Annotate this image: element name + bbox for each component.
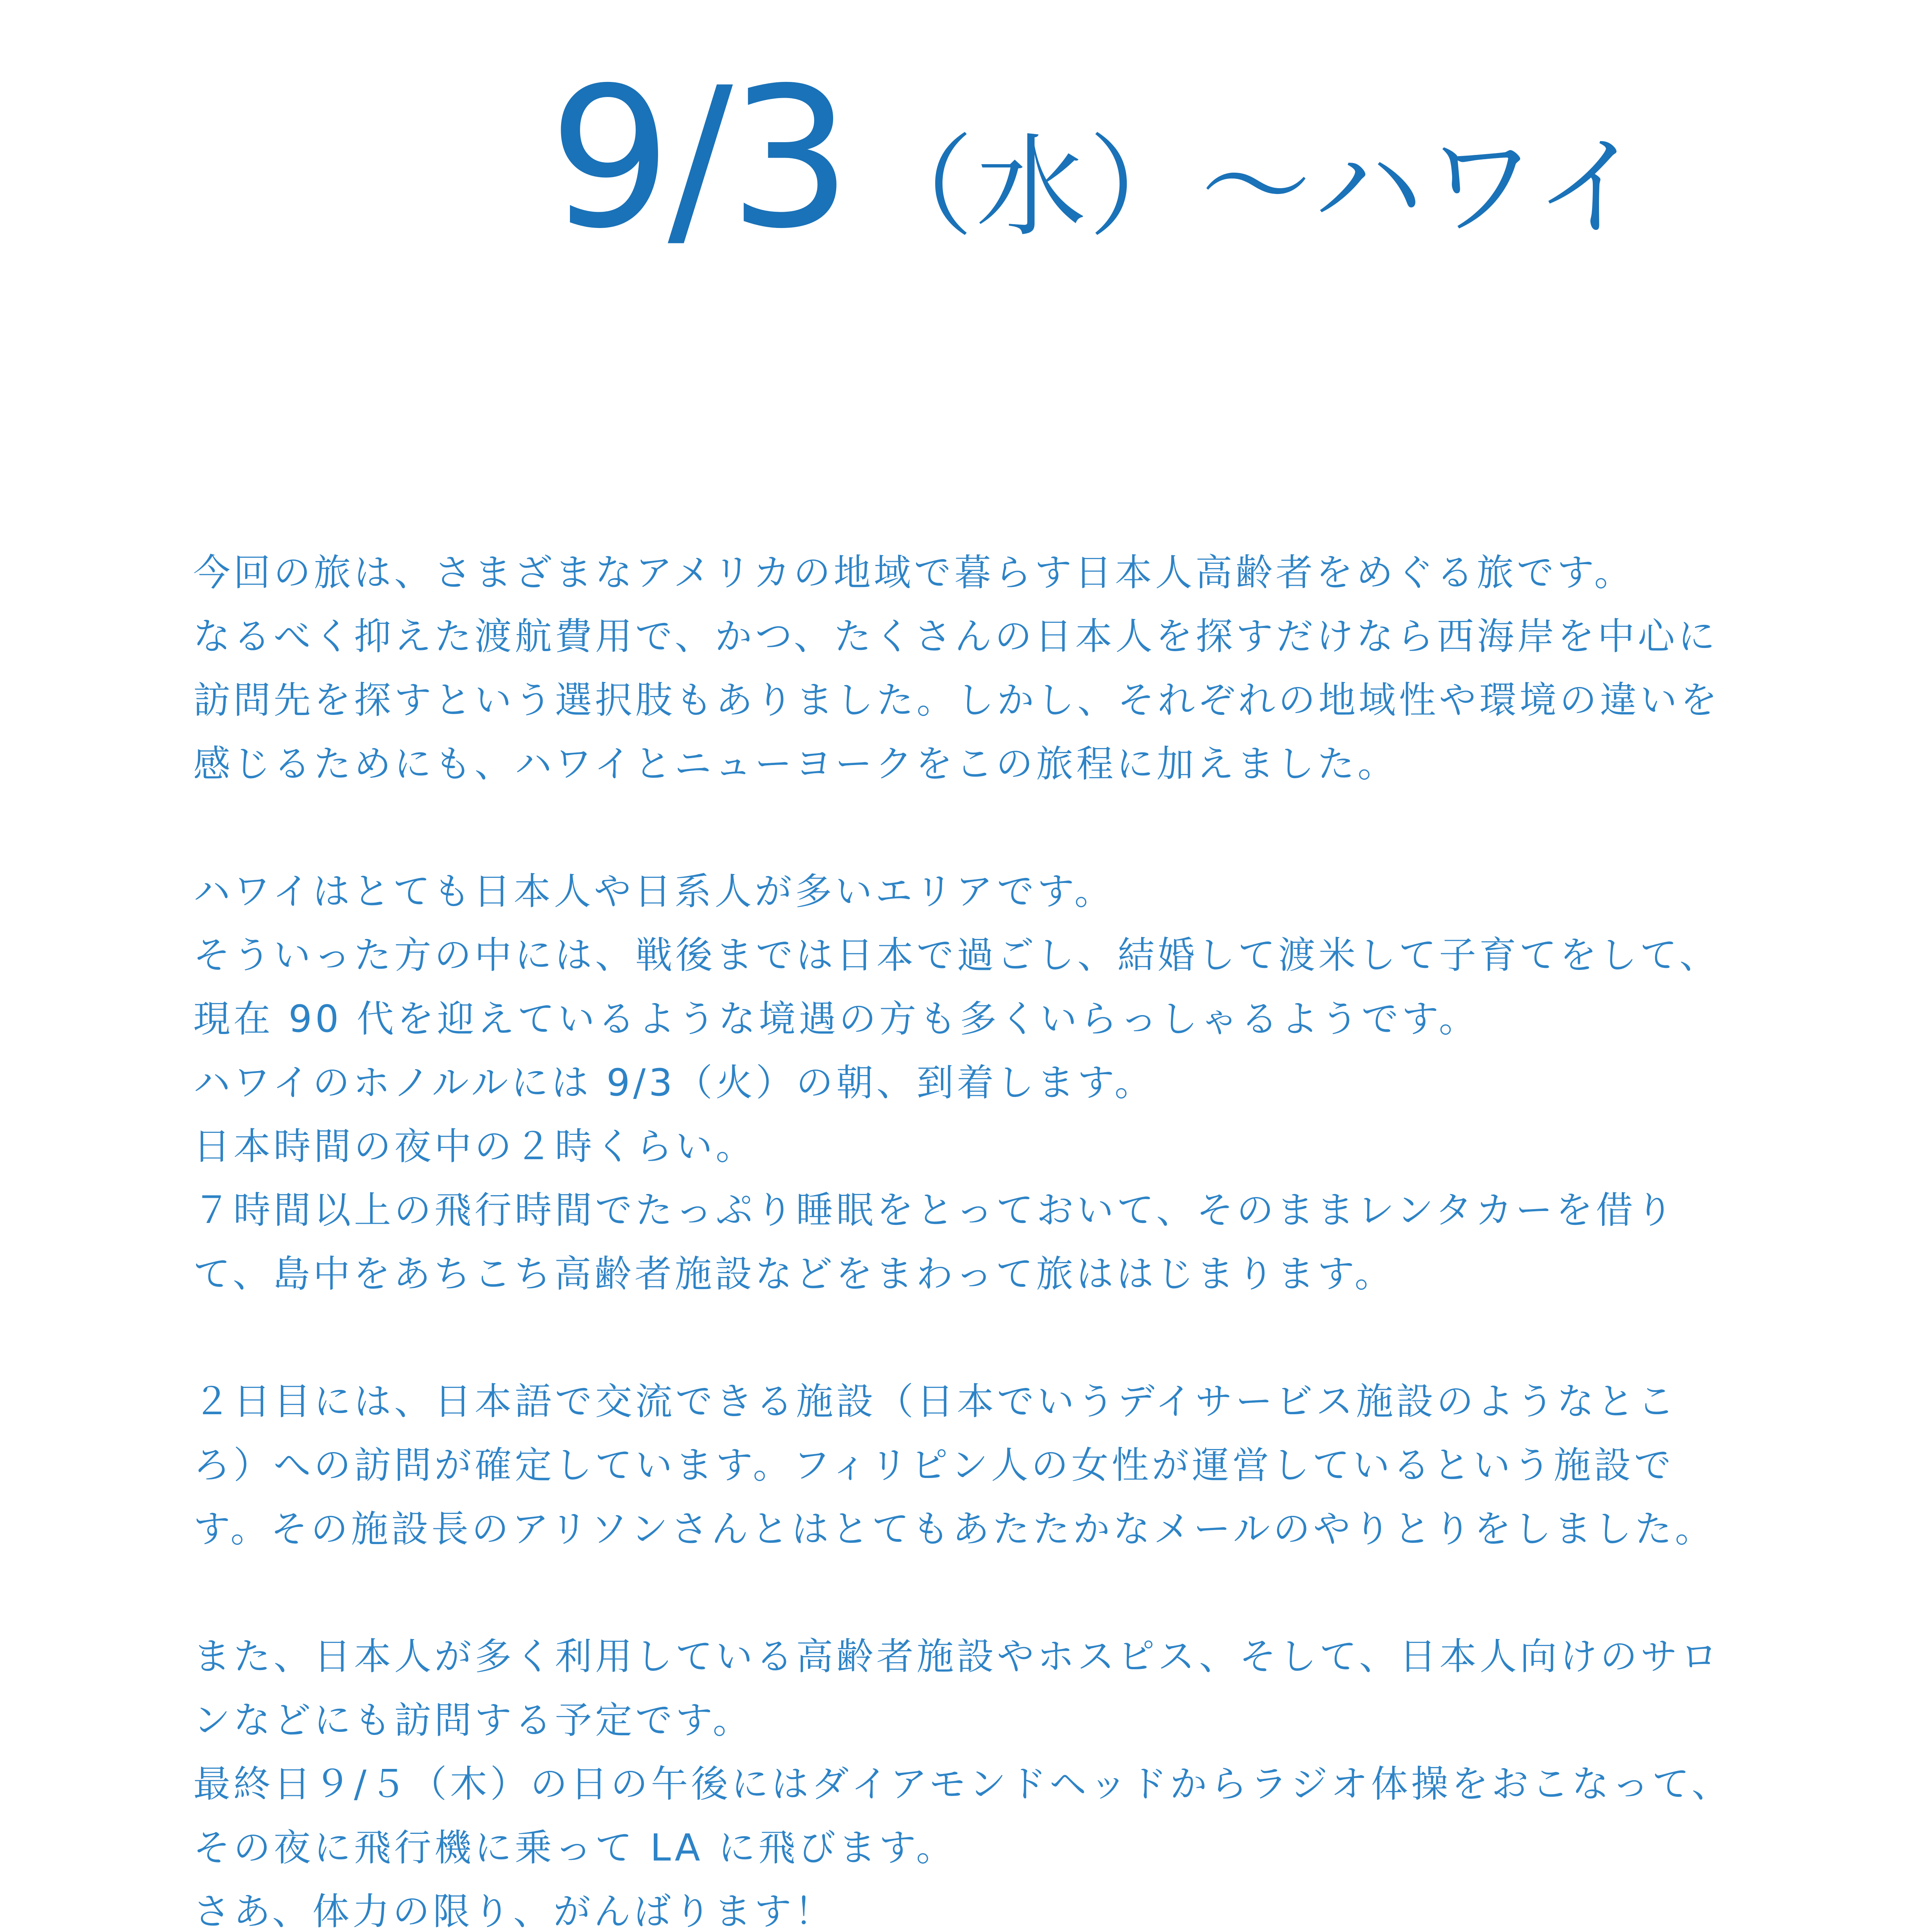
article-body xyxy=(193,541,1739,1932)
paragraph-hawaii: ハワイはとても日本人や日系人が多いエリアです。 そういった方の中には、戦後までは日本で過ごし、結婚して渡米して子育てをして、現在 90 代を迎えているような境遇の方も多くいらっしゃるようです。 ハワイのホノルルには 9/3（火）の朝、到着します。 日本時間の夜中の２時くらい。 ７時間以上の飛行時間でたっぷり睡眠をとっておいて、そのままレンタカーを借りて、島中をあちこち高齢者施設などをまわって旅ははじまります。 xyxy=(193,870,1720,1296)
paragraph-day-two: ２日目には、日本語で交流できる施設（日本でいうデイサービス施設のようなところ）への訪問が確定しています。フィリピン人の女性が運営しているという施設です。その施設長のアリソンさんとはとてもあたたかなメールのやりとりをしました。 xyxy=(193,1380,1715,1551)
title-destination: （水）〜ハワイ xyxy=(863,123,1648,252)
paragraph-final-day: また、日本人が多く利用している高齢者施設やホスピス、そして、日本人向けのサロンなどにも訪問する予定です。 最終日９/５（木）の日の午後にはダイアモンドヘッドからラジオ体操をおこなって、その夜に飛行機に乗って LA に飛びます。 さあ、体力の限り、がんばります！ xyxy=(193,1635,1732,1932)
title-date: 9/3 xyxy=(549,46,848,271)
paragraph-gap xyxy=(193,796,1739,860)
paragraph-gap xyxy=(193,1561,1739,1625)
paragraph-gap xyxy=(193,1306,1739,1370)
paragraph-intro: 今回の旅は、さまざまなアメリカの地域で暮らす日本人高齢者をめぐる旅です。 なるべく抑えた渡航費用で、かつ、たくさんの日本人を探すだけなら西海岸を中心に訪問先を探すという選択肢もありました。しかし、それぞれの地域性や環境の違いを感じるためにも、ハワイとニューヨークをこの旅程に加えました。 xyxy=(193,551,1720,786)
page-title xyxy=(549,46,1824,271)
